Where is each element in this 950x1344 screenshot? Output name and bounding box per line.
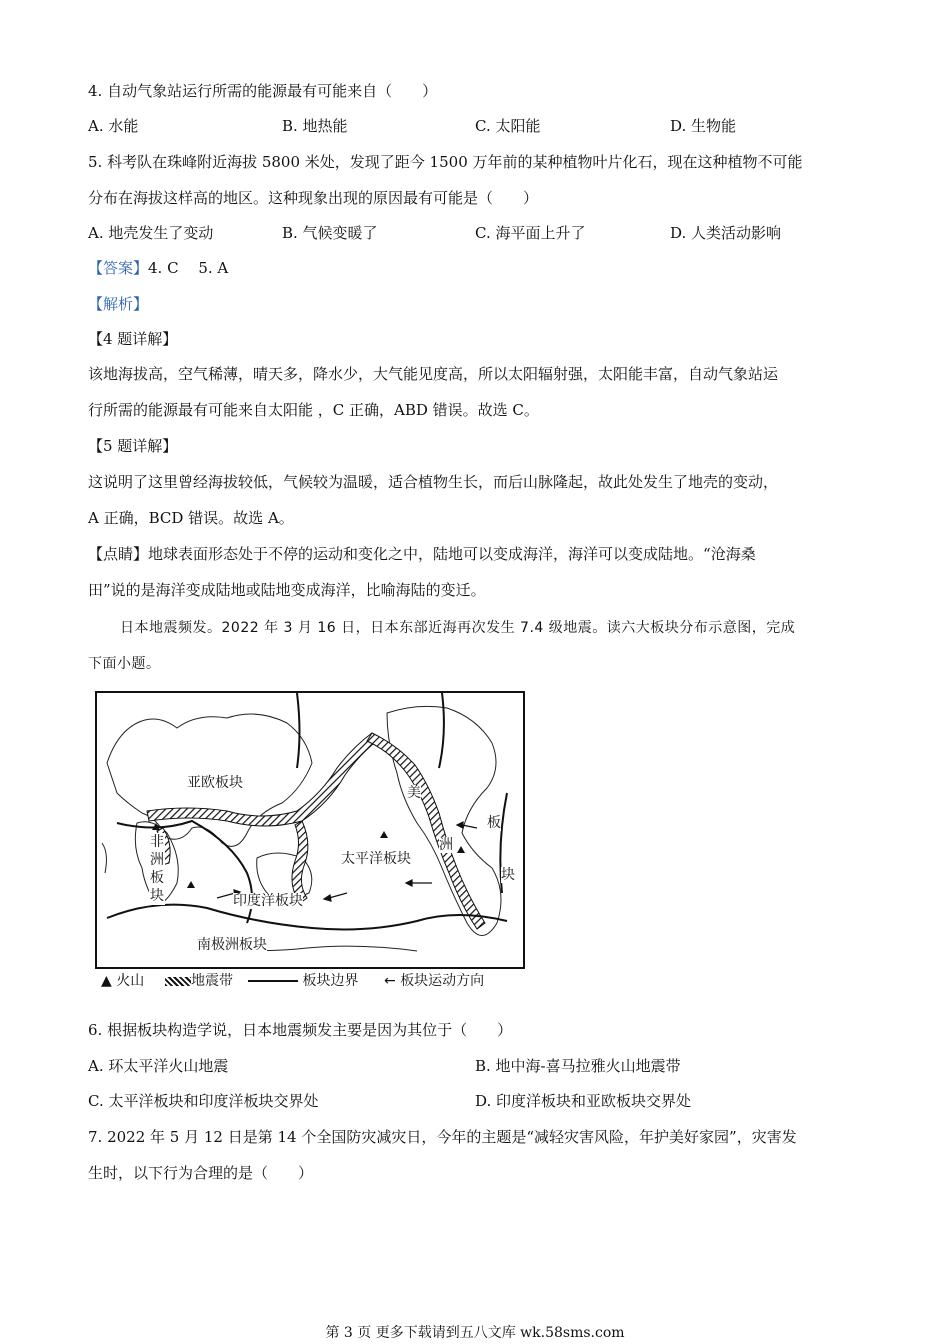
volcano-icon: ▲: [101, 973, 112, 989]
answer-line: [88, 257, 228, 279]
detail4-title: 【4 题详解】: [88, 330, 178, 348]
note-line2: 田”说的是海洋变成陆地或陆地变成海洋，比喻海陆的变迁。: [88, 581, 486, 599]
label-pacific-plate: 太平洋板块: [341, 851, 411, 867]
detail5-line2: A 正确，BCD 错误。故选 A。: [88, 509, 294, 527]
legend-volcano: ▲ 火山: [101, 973, 145, 989]
detail4-line1: 该地海拔高，空气稀薄，晴天多，降水少，大气能见度高，所以太阳辐射强，太阳能丰富，自动气象站运: [88, 365, 779, 383]
legend-boundary: 板块边界: [248, 972, 358, 990]
label-antarctic-plate: 南极洲板块: [197, 937, 267, 953]
q6-option-b: B. 地中海-喜马拉雅火山地震带: [475, 1057, 681, 1075]
label-american-plate-4: 块: [501, 867, 515, 883]
q4-option-d: D. 生物能: [670, 117, 737, 135]
plate-map-figure: [95, 691, 525, 969]
detail5-line1: 这说明了这里曾经海拔较低，气候较为温暖，适合植物生长，而后山脉隆起，故此处发生了地壳的变动，: [88, 473, 779, 491]
label-african-plate: 非 洲 板 块: [150, 834, 164, 904]
intro-line2: 下面小题。: [88, 656, 161, 672]
label-indian-plate: 印度洋板块: [233, 893, 303, 909]
q6-option-c: C. 太平洋板块和印度洋板块交界处: [88, 1092, 319, 1110]
q6-option-a: A. 环太平洋火山地震: [88, 1057, 229, 1075]
earthquake-belts: [147, 733, 485, 929]
plate-map-drawing: [97, 693, 525, 969]
legend-direction: ← 板块运动方向: [384, 973, 485, 989]
boundary-line-icon: [248, 980, 298, 982]
hatch-swatch-icon: [165, 977, 191, 986]
volcano-markers: [152, 823, 465, 888]
q7-stem-line1: 7. 2022 年 5 月 12 日是第 14 个全国防灾减灾日，今年的主题是“减轻灾害风险，年护美好家园”，灾害发: [88, 1128, 797, 1146]
label-american-plate-2: 洲: [439, 837, 453, 853]
note-line1: [88, 543, 756, 565]
intro-line1: 日本地震频发。2022 年 3 月 16 日，日本东部近海再次发生 7.4 级地震。读六大板块分布示意图，完成: [120, 620, 796, 636]
q5-option-a: A. 地壳发生了变动: [88, 224, 214, 242]
label-eurasian-plate: 亚欧板块: [187, 775, 243, 791]
page-footer: 第 3 页 更多下载请到五八文库 wk.58sms.com: [325, 1325, 625, 1341]
q5-option-b: B. 气候变暖了: [282, 224, 378, 242]
answer-text: 4. C 5. A: [148, 259, 229, 277]
note-text: 地球表面形态处于不停的运动和变化之中，陆地可以变成海洋，海洋可以变成陆地。“沧海桑: [148, 545, 756, 563]
detail4-line2: 行所需的能源最有可能来自太阳能 ，C 正确，ABD 错误。故选 C。: [88, 401, 539, 419]
label-american-plate-1: 美: [407, 785, 421, 801]
q4-stem: 4. 自动气象站运行所需的能源最有可能来自（ ）: [88, 82, 438, 100]
q5-stem-line2: 分布在海拔这样高的地区。这种现象出现的原因最有可能是（ ）: [88, 189, 539, 207]
analysis-tag: 【解析】: [88, 295, 149, 313]
arrow-left-icon: ←: [384, 973, 396, 989]
q6-stem: 6. 根据板块构造学说，日本地震频发主要是因为其位于（ ）: [88, 1021, 513, 1039]
q6-option-d: D. 印度洋板块和亚欧板块交界处: [475, 1092, 692, 1110]
q4-option-c: C. 太阳能: [475, 117, 541, 135]
label-american-plate-3: 板: [487, 815, 501, 831]
note-tag: 【点睛】: [88, 545, 149, 563]
q5-option-d: D. 人类活动影响: [670, 224, 782, 242]
q7-stem-line2: 生时，以下行为合理的是（ ）: [88, 1164, 314, 1182]
q5-option-c: C. 海平面上升了: [475, 224, 586, 242]
q4-option-a: A. 水能: [88, 117, 139, 135]
answer-tag: 【答案】: [88, 259, 149, 277]
q4-option-b: B. 地热能: [282, 117, 348, 135]
detail5-title: 【5 题详解】: [88, 437, 178, 455]
legend-quake-zone: 地震带: [165, 972, 233, 990]
q5-stem-line1: 5. 科考队在珠峰附近海拔 5800 米处，发现了距今 1500 万年前的某种植物叶片化石，现在这种植物不可能: [88, 153, 803, 171]
